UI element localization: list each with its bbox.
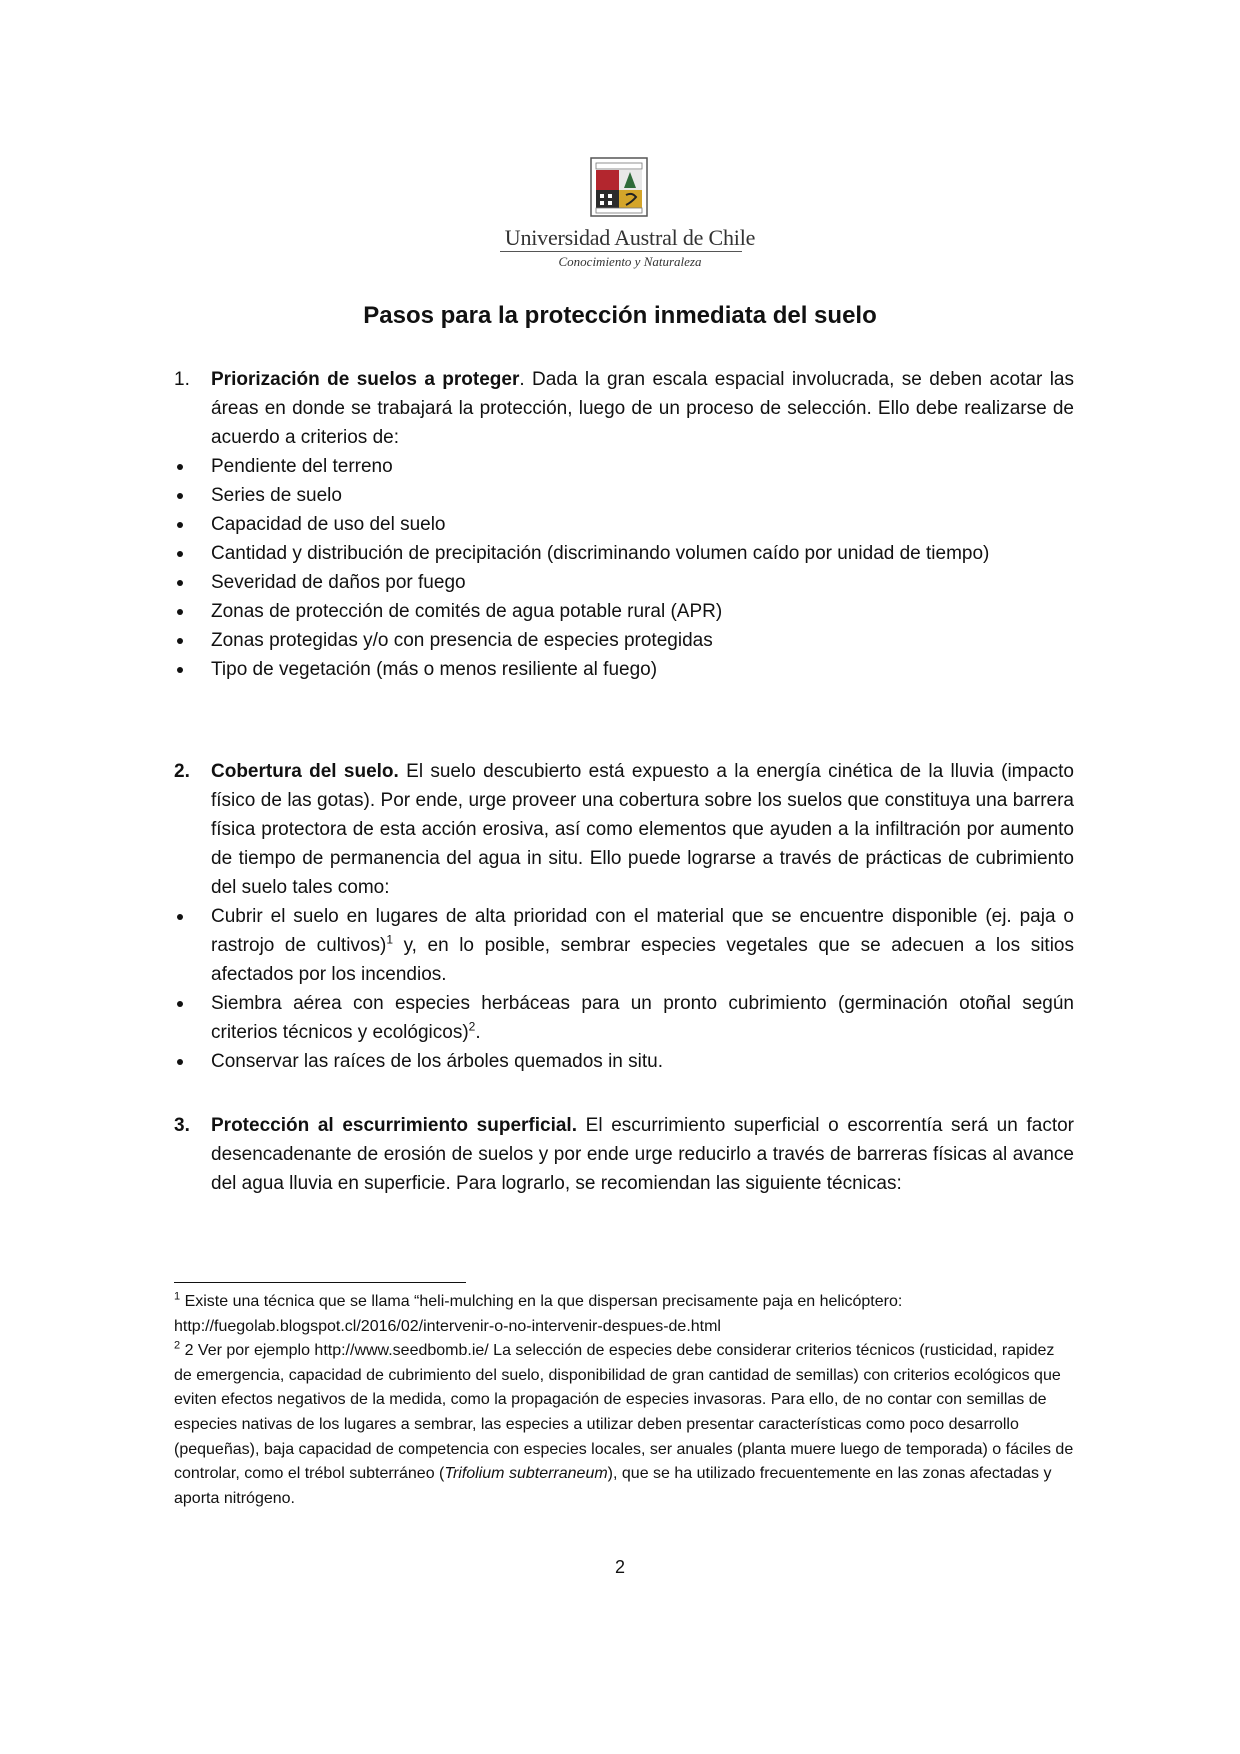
section-number: 1. [174,369,190,390]
bullet-icon [177,464,183,470]
section-body [211,1111,1074,1198]
bullet-icon [177,1059,183,1065]
section-text: El suelo descubierto está expuesto a la energía cinética de la lluvia (impacto físico de las gotas). Por ende, urge proveer una cobertura sobre los suelos que constituya una barrera física protectora de esta acción erosiva, así como elementos que ayuden a la infiltración por aumento de tiempo de permanencia del agua in situ. Ello puede lograrse a través de prácticas de cubrimiento del suelo tales como: [211,761,1074,898]
list-item: Severidad de daños por fuego [174,568,1074,597]
criteria-list [174,452,1074,684]
footnote-ref: 1 [386,932,393,947]
footnote-ref: 2 [468,1019,476,1034]
section-number: 3. [174,1115,190,1136]
bullet-icon [177,493,183,499]
list-item: Cantidad y distribución de precipitación (discriminando volumen caído por unidad de tiempo) [174,539,1074,568]
footnotes [174,1290,1074,1511]
bullet-icon [177,580,183,586]
list-item: Zonas de protección de comités de agua potable rural (APR) [174,597,1074,626]
bullet-icon [177,609,183,615]
footnote-2: $^2$ 2 Ver por ejemplo http://www.seedbomb.ie/ La selección de especies debe considerar criterios técnicos (rusticidad, rapidez de emergencia, capacidad de cubrimiento del suelo, disponibilidad de gran cantidad de semillas) con criterios ecológicos que eviten efectos negativos de la medida, como la propagación de especies invasoras. Para ello, de no contar con semillas de especies nativas de los lugares a sembrar, las especies a utilizar deben presentar características como poco desarrollo (pequeñas), baja capacidad de competencia con especies locales, ser anuales (planta muere luego de temporada) o fáciles de controlar, como el trébol subterráneo (Trifolium subterraneum), que se ha utilizado frecuentemente en las zonas afectadas y aporta nitrógeno. [174,1339,1074,1507]
footnote-separator [174,1282,466,1283]
list-item: Tipo de vegetación (más o menos resiliente al fuego) [174,655,1074,684]
page-title: Pasos para la protección inmediata del suelo [363,302,877,329]
bullet-icon [177,638,183,644]
header-divider [500,251,742,252]
list-item: Capacidad de uso del suelo [174,510,1074,539]
section-heading: Priorización de suelos a proteger [211,369,520,390]
bullet-icon [177,522,183,528]
section-body [211,365,1074,452]
section-text: . Dada la gran escala espacial involucrada, se deben acotar las áreas en donde se trabajará la protección, luego de un proceso de selección. Ello debe realizarse de acuerdo a criterios de: [211,369,1074,448]
list-item: Series de suelo [174,481,1074,510]
section-3 [174,1111,1074,1198]
list-item: Conservar las raíces de los árboles quemados in situ. [174,1047,1074,1076]
section-text: El escurrimiento superficial o escorrentía será un factor desencadenante de erosión de suelos y por ende urge reducirlo a través de barreras físicas al avance del agua lluvia en superficie. Para lograrlo, se recomiendan las siguiente técnicas: [211,1115,1074,1194]
page-number: 2 [614,1557,625,1577]
footnote-1: $^1$ Existe una técnica que se llama “heli-mulching en la que dispersan precisamente paja en helicóptero: http://fuegolab.blogspot.cl/2016/02/intervenir-o-no-intervenir-despues-de.html [174,1290,903,1335]
university-name: Universidad Austral de Chile [504,225,756,250]
bullet-icon [177,914,183,920]
university-crest-logo [590,157,648,217]
list-item: Cubrir el suelo en lugares de alta prioridad con el material que se encuentre disponible (ej. paja o rastrojo de cultivos)$^1$ y, en lo posible, sembrar especies vegetales que se adecuen a los sitios afectados por los incendios. [174,902,1074,989]
bullet-icon [177,1001,183,1007]
section-number: 2. [174,761,190,782]
list-item: Siembra aérea con especies herbáceas para un pronto cubrimiento (germinación otoñal según criterios técnicos y ecológicos)$^2$. [174,989,1074,1047]
section-heading: Protección al escurrimiento superficial. [211,1115,577,1136]
list-item: Pendiente del terreno [174,452,1074,481]
section-heading: Cobertura del suelo. [211,761,399,782]
bullet-icon [177,667,183,673]
university-motto: Conocimiento y Naturaleza [558,254,702,269]
bullet-icon [177,551,183,557]
list-item: Zonas protegidas y/o con presencia de especies protegidas [174,626,1074,655]
section-2 [174,757,1074,1076]
practices-list [174,902,1074,1076]
section-1 [174,365,1074,684]
section-body [211,757,1074,902]
